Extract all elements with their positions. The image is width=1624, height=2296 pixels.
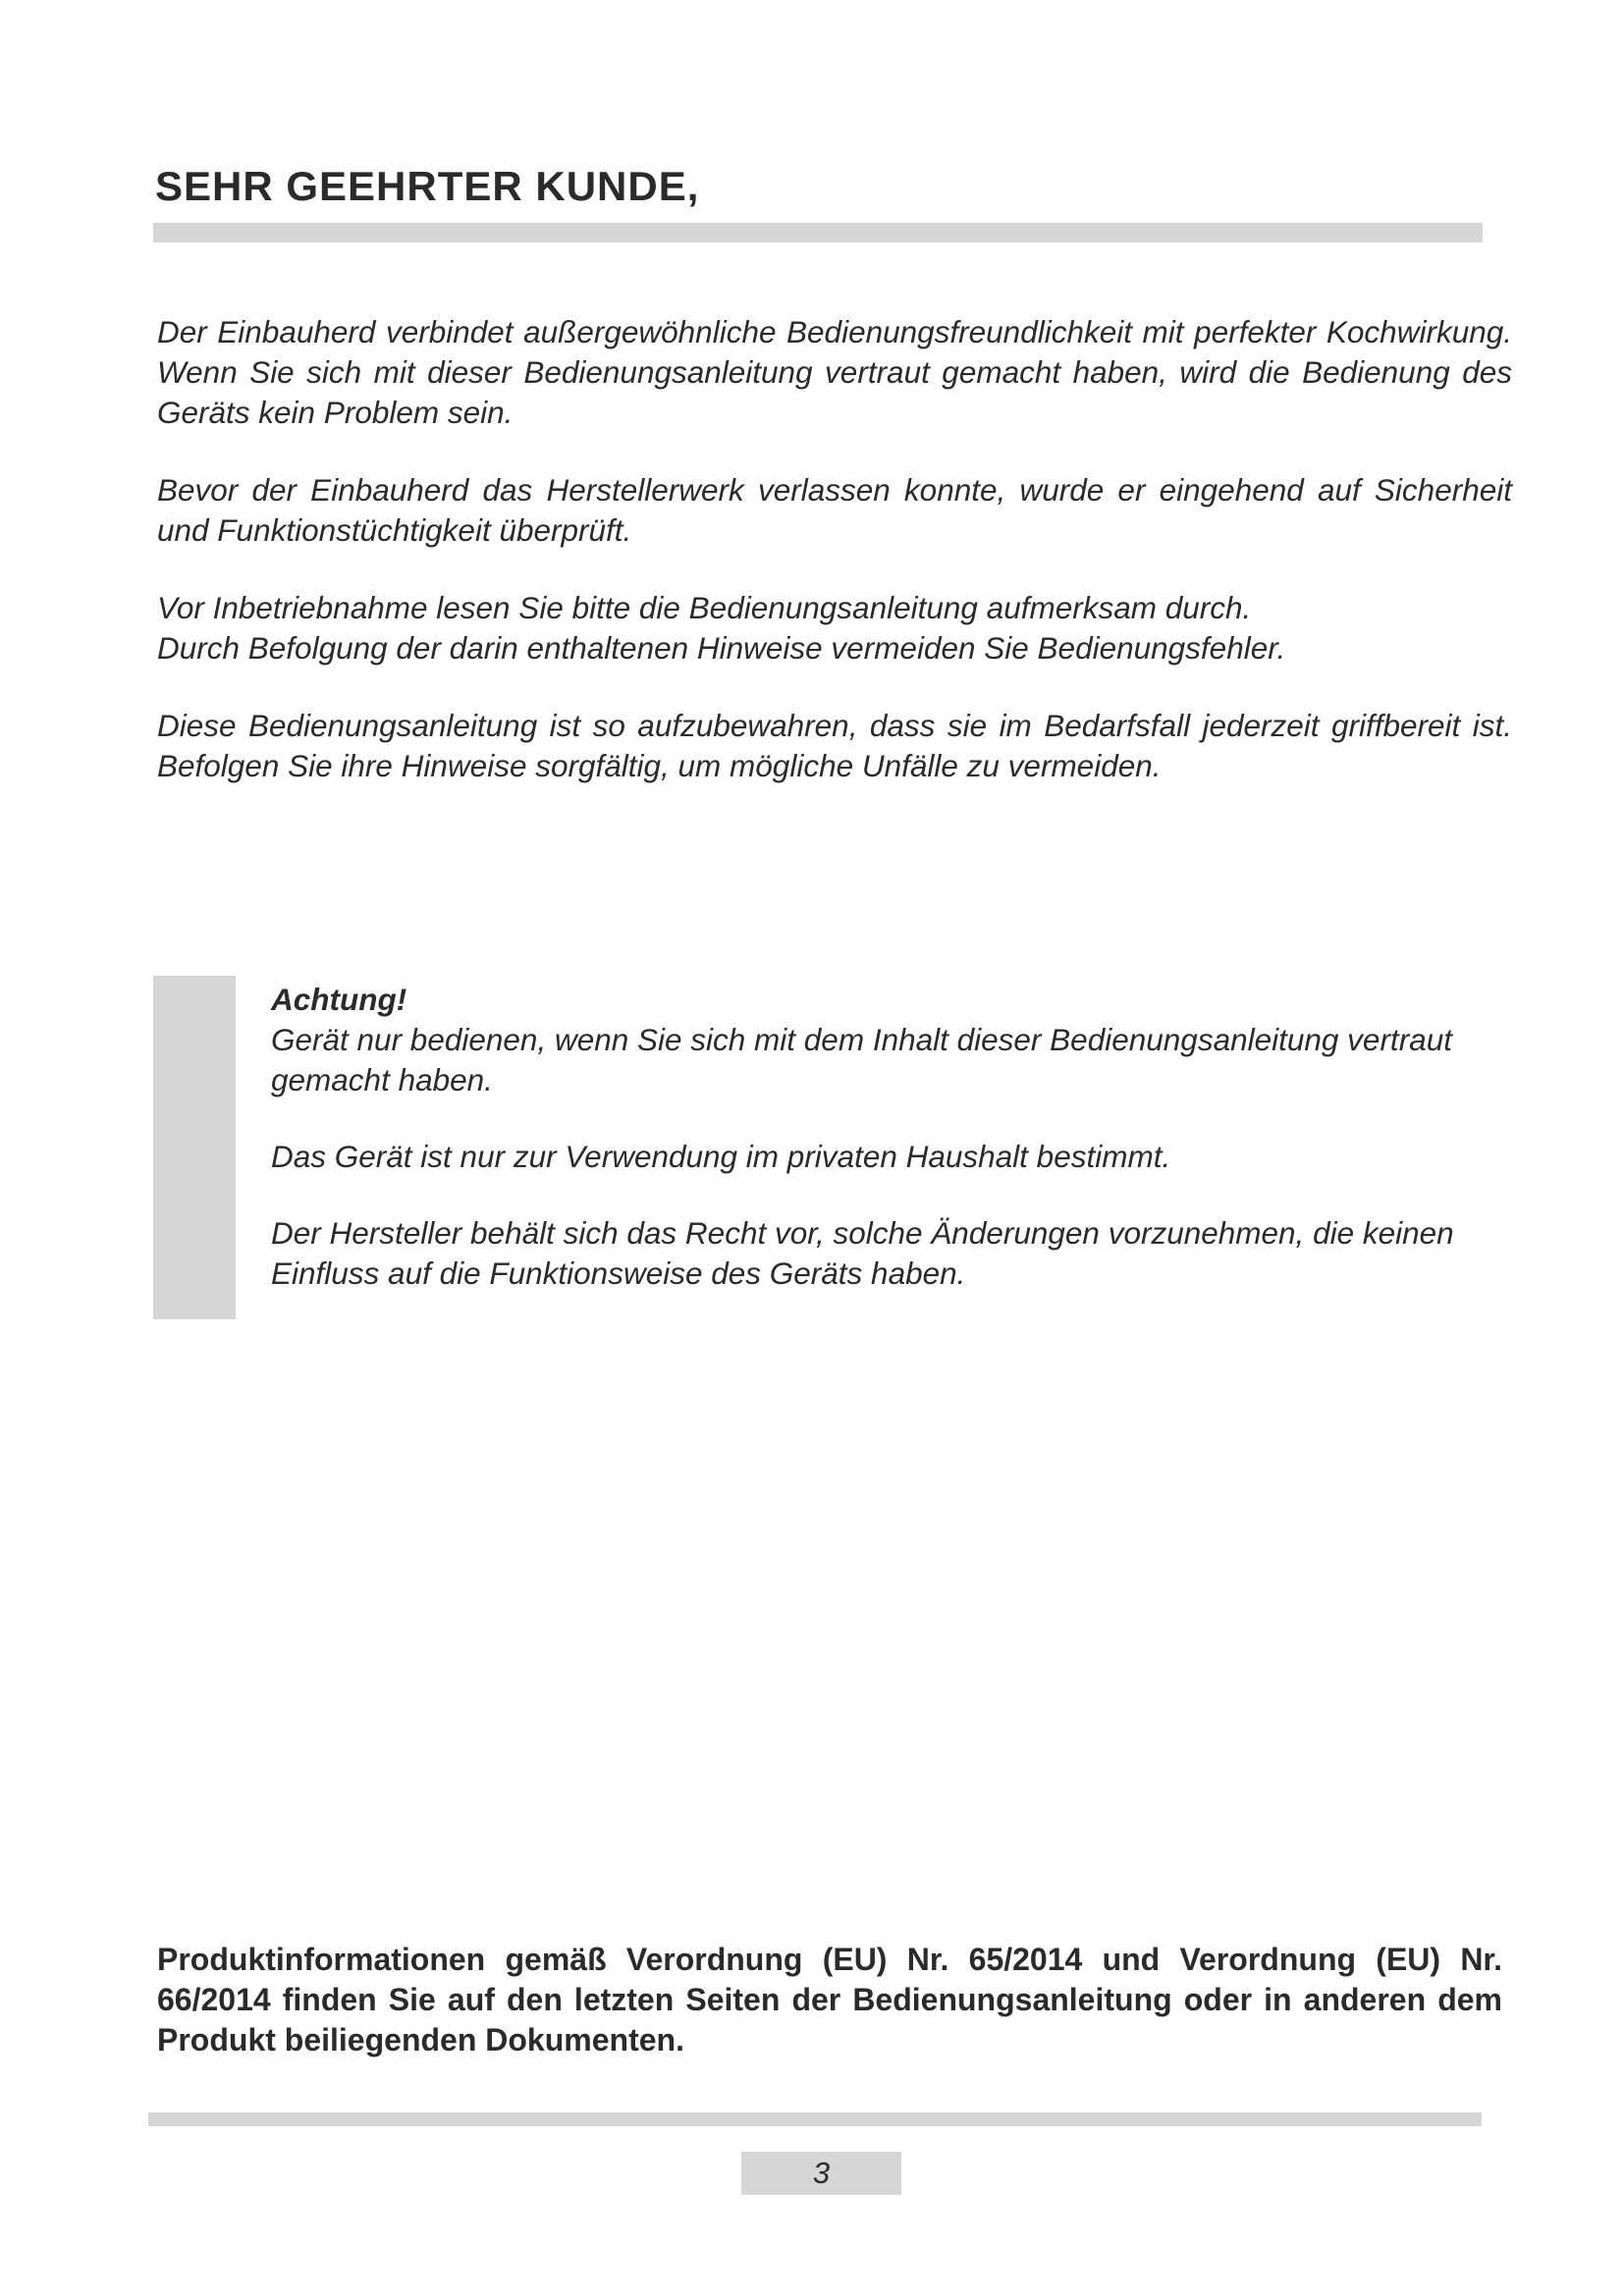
title-divider xyxy=(153,223,1483,242)
intro-section xyxy=(157,312,1512,824)
intro-paragraph xyxy=(157,588,1512,668)
intro-line: Durch Befolgung der darin enthaltenen Hinweise vermeiden Sie Bedienungsfehler. xyxy=(157,630,1286,666)
intro-paragraph: Bevor der Einbauherd das Herstellerwerk verlassen konnte, wurde er eingehend auf Sicherheit und Funktionstüchtigkeit überprüft. xyxy=(157,472,1512,548)
intro-paragraph: Diese Bedienungsanleitung ist so aufzubewahren, dass sie im Bedarfsfall jederzeit griffbereit ist. Befolgen Sie ihre Hinweise sorgfältig, um mögliche Unfälle zu vermeiden. xyxy=(157,708,1512,783)
intro-paragraph: Der Einbauherd verbindet außergewöhnliche Bedienungsfreundlichkeit mit perfekter Kochwirkung. Wenn Sie sich mit dieser Bedienungsanleitung vertraut gemacht haben, wird die Bedienung des Geräts kein Problem sein. xyxy=(157,314,1512,430)
footer-divider xyxy=(148,2112,1482,2126)
notice-marker-bar xyxy=(153,976,236,1319)
notice-heading: Achtung! xyxy=(271,982,407,1017)
page-number: 3 xyxy=(741,2152,901,2195)
product-info-text: Produktinformationen gemäß Verordnung (EU) Nr. 65/2014 und Verordnung (EU) Nr. 66/2014 finden Sie auf den letzten Seiten der Bedienungsanleitung oder in anderen dem Produkt beiliegenden Dokumenten. xyxy=(157,1942,1502,2057)
intro-line: Vor Inbetriebnahme lesen Sie bitte die Bedienungsanleitung aufmerksam durch. xyxy=(157,590,1252,625)
notice-box xyxy=(271,980,1489,1330)
notice-paragraph: Das Gerät ist nur zur Verwendung im privaten Haushalt bestimmt. xyxy=(271,1139,1171,1174)
product-info-section xyxy=(157,1940,1502,2060)
page-title: SEHR GEEHRTER KUNDE, xyxy=(155,163,700,209)
notice-paragraph: Der Hersteller behält sich das Recht vor, solche Änderungen vorzunehmen, die keinen Einfluss auf die Funktionsweise des Geräts haben. xyxy=(271,1215,1454,1291)
notice-paragraph: Gerät nur bedienen, wenn Sie sich mit dem Inhalt dieser Bedienungsanleitung vertraut gemacht haben. xyxy=(271,1022,1452,1097)
